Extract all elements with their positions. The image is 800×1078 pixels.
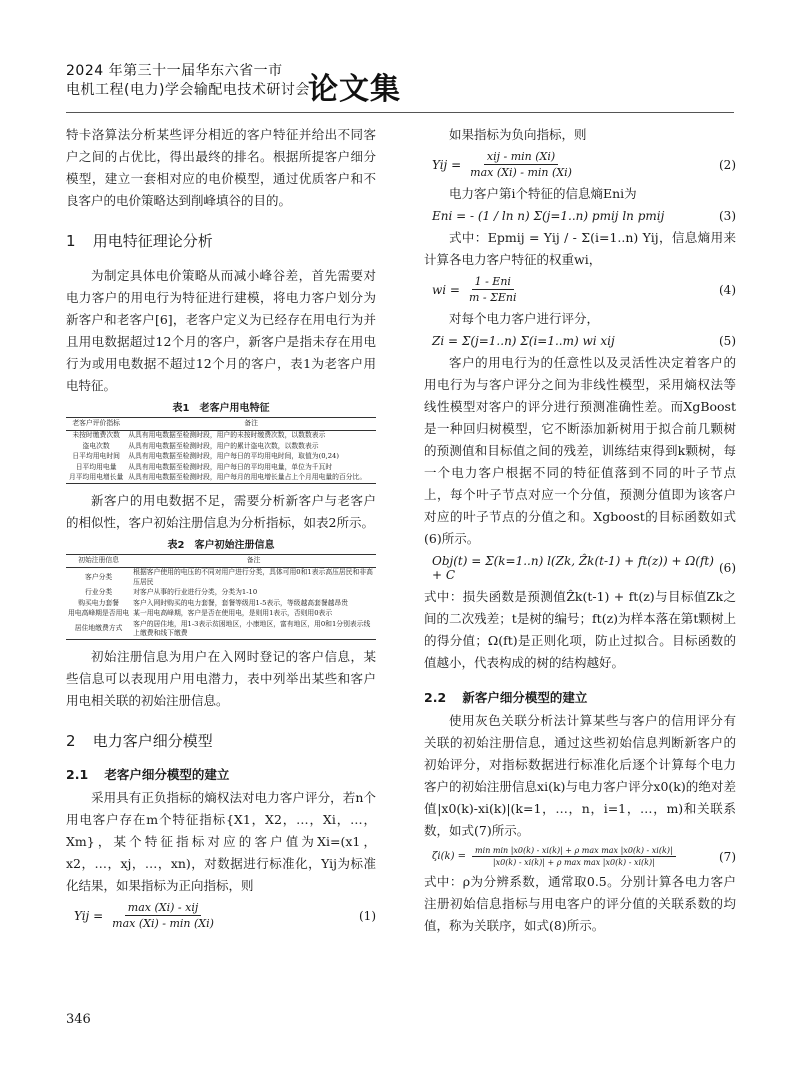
denominator: max (Xi) - min (Xi) bbox=[112, 917, 214, 930]
paragraph: 客户的用电行为的任意性以及灵活性决定着客户的用电行为与客户评分之间为非线性模型，采用熵权法等线性模型对客户的评分进行预测准确性差。而XgBoost是一种回归树模型，它不断添加新树用于拟合前几颗树的预测值和目标值之间的残差，训练结束得到k颗树，每一个电力客户根据不同的特征值落到不同的叶子节点上，每个叶子节点对应一个分值，预测分值即为该客户对应的叶子节点的分值之和。Xgboost的目标函数如式(6)所示。 bbox=[424, 355, 736, 546]
paragraph: 式中：Epmij = Yij / - Σ(i=1..n) Yij，信息熵用来计算各电力客户特征的权重wi， bbox=[424, 230, 736, 267]
table-cell: 对客户从事的行业进行分类，分类为1-10 bbox=[133, 588, 258, 596]
fraction bbox=[466, 275, 520, 304]
equation-body: Eni = - (1 / ln n) Σ(j=1..n) pmij ln pmij bbox=[432, 209, 665, 223]
denominator: |x0(k) - xi(k)| + ρ max max |x0(k) - xi(k)| bbox=[492, 858, 655, 867]
table-cell: 日平均用电时间 bbox=[72, 452, 120, 460]
equation-2 bbox=[424, 150, 736, 179]
table-header: 备注 bbox=[126, 418, 376, 431]
left-column bbox=[66, 124, 376, 934]
section-heading-1 bbox=[66, 230, 376, 251]
paragraph: 为制定具体电价策略从而减小峰谷差，首先需要对电力客户的用电行为特征进行建模，将电力客户划分为新客户和老客户[6]，老客户定义为已经存在用电行为并且用电数据超过12个月的客户，新客户是指未存在用电行为或用电数据不超过12个月的客户，表1为老客户用电特征。 bbox=[66, 268, 376, 393]
table-cell: 某一用电高峰期，客户是否在使用电，是则用1表示，否则用0表示 bbox=[133, 609, 333, 617]
table-row bbox=[66, 598, 376, 609]
table-row bbox=[66, 588, 376, 599]
header-rule bbox=[66, 112, 734, 113]
paragraph: 特卡洛算法分析某些评分相近的客户特征并给出不同客户之间的占优比，得出最终的排名。根据所提客户细分模型，建立一套相对应的电价模型，通过优质客户和不良客户的电价策略达到削峰填谷的目的。 bbox=[66, 127, 376, 208]
table-row bbox=[66, 473, 376, 484]
fraction bbox=[109, 901, 217, 930]
equation-number: (3) bbox=[719, 209, 736, 223]
equation-number: (5) bbox=[719, 334, 736, 348]
numerator: max (Xi) - xij bbox=[125, 901, 201, 916]
equation-number: (1) bbox=[359, 908, 376, 923]
table-cell: 用电高峰期是否用电 bbox=[68, 609, 130, 617]
subsection-title: 新客户细分模型的建立 bbox=[462, 690, 588, 705]
table-row bbox=[66, 452, 376, 463]
table-2-caption: 表2 客户初始注册信息 bbox=[167, 540, 275, 551]
equation-lhs: ζi(k) = bbox=[432, 851, 467, 862]
section-title: 电力客户细分模型 bbox=[92, 732, 213, 750]
table-row bbox=[66, 609, 376, 620]
equation-4 bbox=[424, 275, 736, 304]
equation-body: Zi = Σ(j=1..n) Σ(i=1..m) wi xij bbox=[432, 334, 615, 348]
fraction bbox=[472, 846, 676, 867]
table-cell: 日平均用电量 bbox=[75, 462, 117, 471]
subsection-number: 2.1 bbox=[66, 767, 89, 782]
equation-lhs: Yij = bbox=[432, 157, 462, 172]
section-number: 1 bbox=[66, 232, 76, 250]
denominator: m - ΣEni bbox=[468, 291, 517, 304]
right-column bbox=[424, 124, 736, 937]
equation-number: (7) bbox=[719, 849, 736, 864]
page-number: 346 bbox=[66, 1012, 91, 1027]
subsection-title: 老客户细分模型的建立 bbox=[104, 767, 230, 782]
table-cell: 客户分类 bbox=[84, 572, 113, 581]
paragraph: 电力客户第i个特征的信息熵Eni为 bbox=[449, 186, 637, 201]
table-header: 备注 bbox=[131, 555, 376, 568]
table-row bbox=[66, 430, 376, 441]
table-cell: 从具有用电数据至检测时段，用户的未按时缴费次数，以数数表示 bbox=[128, 431, 326, 439]
header-line-1: 2024 年第三十一届华东六省一市 bbox=[66, 63, 283, 79]
equation-3 bbox=[424, 209, 736, 223]
numerator: 1 - Eni bbox=[472, 275, 514, 290]
paragraph: 初始注册信息为用户在入网时登记的客户信息，某些信息可以表现用户用电潜力，表中列举出某些和客户用电相关联的初始注册信息。 bbox=[66, 649, 376, 708]
table-cell: 居住地缴费方式 bbox=[74, 624, 123, 633]
numerator: xij - min (Xi) bbox=[484, 150, 558, 165]
table-cell: 客户入网时购买的电力套餐，套餐等级用1-5表示，等级越高套餐越昂贵 bbox=[133, 598, 349, 607]
table-header: 初始注册信息 bbox=[66, 555, 131, 568]
equation-number: (4) bbox=[719, 282, 736, 297]
paragraph: 如果指标为负向指标，则 bbox=[449, 127, 587, 142]
running-header bbox=[66, 62, 310, 100]
header-proceedings-title: 论文集 bbox=[308, 72, 401, 107]
subsection-number: 2.2 bbox=[424, 690, 447, 705]
numerator: min min |x0(k) - xi(k)| + ρ max max |x0(k) - xi(k)| bbox=[472, 846, 676, 857]
table-cell: 月平均用电增长量 bbox=[68, 473, 124, 481]
table-cell: 盗电次数 bbox=[82, 441, 110, 450]
equation-number: (6) bbox=[719, 561, 736, 575]
table-row bbox=[66, 619, 376, 640]
equation-lhs: wi = bbox=[432, 282, 460, 297]
equation-body: Obj(t) = Σ(k=1..n) l(Zk, Ẑk(t-1) + ft(z)) + Ω(ft) + C bbox=[432, 554, 714, 582]
table-cell: 根据客户使用的电压的不同对用户进行分类，具体可用0和1表示高压居民和非高压居民 bbox=[133, 568, 373, 586]
section-heading-2 bbox=[66, 730, 376, 751]
table-2 bbox=[66, 554, 376, 640]
table-cell: 行业分类 bbox=[84, 588, 113, 596]
equation-1 bbox=[66, 901, 376, 930]
paragraph: 式中：ρ为分辨系数，通常取0.5。分别计算各电力客户注册初始信息指标与用电客户的评分值的关联系数的均值，称为关联序，如式(8)所示。 bbox=[424, 874, 736, 933]
table-cell: 从具有用电数据至检测时段，用户的累计盗电次数，以数数表示 bbox=[128, 441, 319, 450]
subsection-heading-2-1 bbox=[66, 765, 376, 783]
section-number: 2 bbox=[66, 732, 76, 750]
paragraph: 式中：损失函数是预测值Ẑk(t-1) + ft(z)与目标值Zk之间的二次残差；t是树的编号；ft(z)为样本落在第t颗树上的得分值；Ω(ft)是正则化项，防止过拟合。目标函数的值越小，代表构成的树的结构越好。 bbox=[424, 589, 736, 670]
table-header: 老客户评价指标 bbox=[66, 418, 126, 431]
equation-lhs: Yij = bbox=[74, 908, 104, 923]
table-cell: 购买电力套餐 bbox=[78, 598, 119, 607]
equation-5 bbox=[424, 334, 736, 348]
equation-7 bbox=[424, 846, 736, 867]
table-cell: 从具有用电数据至检测时段，用户每日的平均用电量，单位为千瓦时 bbox=[128, 462, 333, 471]
section-title: 用电特征理论分析 bbox=[92, 232, 213, 250]
table-cell: 从具有用电数据至检测时段，用户每日的平均用电时间，取值为(0,24) bbox=[128, 452, 340, 460]
equation-6 bbox=[424, 554, 736, 582]
table-cell: 客户的居住地，用1-3表示贫困地区，小康地区，富有地区，用0和1分别表示线上缴费和线下缴费 bbox=[133, 619, 371, 637]
equation-number: (2) bbox=[719, 157, 736, 172]
fraction bbox=[467, 150, 575, 179]
paragraph: 采用具有正负指标的熵权法对电力客户评分，若n个用电客户存在m个特征指标{X1，X2，…，Xi，…，Xm}，某个特征指标对应的客户值为Xi=(x1，x2，…，xj，…，xn)，对数据进行标准化，Yij为标准化结果，如果指标为正向指标，则 bbox=[66, 790, 376, 893]
header-line-2: 电机工程(电力)学会输配电技术研讨会 bbox=[66, 82, 310, 98]
table-1 bbox=[66, 417, 376, 484]
table-row bbox=[66, 462, 376, 473]
table-1-caption: 表1 老客户用电特征 bbox=[172, 403, 270, 414]
paragraph: 对每个电力客户进行评分， bbox=[449, 311, 600, 326]
subsection-heading-2-2 bbox=[424, 688, 736, 706]
paragraph: 使用灰色关联分析法计算某些与客户的信用评分有关联的初始注册信息，通过这些初始信息判断新客户的初始评分，对指标数据进行标准化后逐个计算每个电力客户的初始注册信息xi(k)与电力客户评分x0(k)的绝对差值|x0(k)-xi(k)|(k=1，…，n，i=1，…，m)和关联系数，如式(7)所示。 bbox=[424, 713, 736, 838]
paragraph: 新客户的用电数据不足，需要分析新客户与老客户的相似性，客户初始注册信息为分析指标，如表2所示。 bbox=[66, 493, 376, 530]
table-cell: 未按时缴费次数 bbox=[72, 431, 120, 439]
table-cell: 从具有用电数据至检测时段，用户每月的用电增长量占上个月用电量的百分比。 bbox=[128, 473, 367, 481]
denominator: max (Xi) - min (Xi) bbox=[470, 166, 572, 179]
table-row bbox=[66, 567, 376, 588]
table-row bbox=[66, 441, 376, 452]
